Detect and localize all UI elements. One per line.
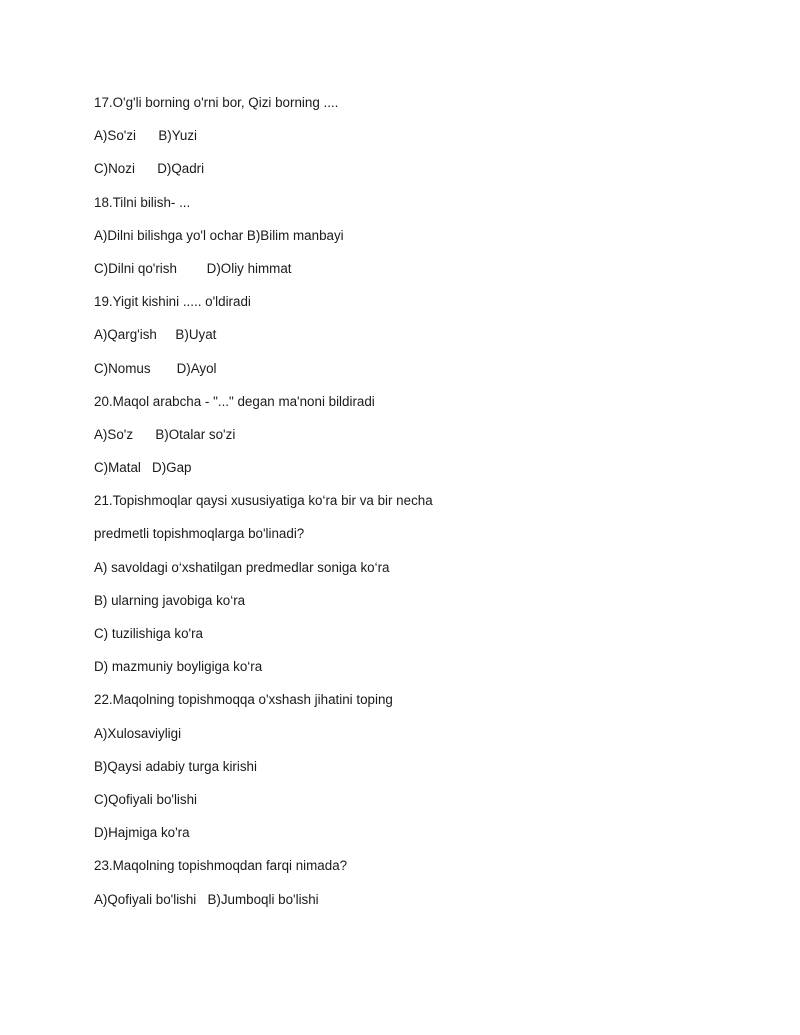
answer-line: B)Qaysi adabiy turga kirishi xyxy=(94,758,257,774)
answer-line: C)Nomus D)Ayol xyxy=(94,360,217,376)
question-list xyxy=(94,93,754,923)
answer-line: B) ularning javobiga ko‘ra xyxy=(94,592,246,608)
question-21: 21.Topishmoqlar qaysi xususiyatiga ko‘ra bir va bir necha xyxy=(94,493,433,509)
answer-line: C)Dilni qo'rish D)Oliy himmat xyxy=(94,260,292,276)
answer-line: C) tuzilishiga ko'ra xyxy=(94,626,203,641)
answer-line: D)Hajmiga ko'ra xyxy=(94,825,190,841)
question-18: 18.Tilni bilish- ... xyxy=(94,194,191,210)
answer-line: A)Qarg'ish B)Uyat xyxy=(94,327,217,343)
question-19: 19.Yigit kishini ..... o'ldiradi xyxy=(94,294,251,310)
answer-line: A) savoldagi o‘xshatilgan predmedlar soniga ko‘ra xyxy=(94,559,390,575)
answer-line: A)So'z B)Otalar so'zi xyxy=(94,426,236,442)
answer-line: A)So'zi B)Yuzi xyxy=(94,128,198,144)
answer-line: A)Xulosaviyligi xyxy=(94,725,182,741)
question-20: 20.Maqol arabcha - "..." degan ma'noni bildiradi xyxy=(94,393,375,409)
answer-line: C)Qofiyali bo'lishi xyxy=(94,791,198,807)
answer-line: D) mazmuniy boyligiga ko‘ra xyxy=(94,659,263,675)
answer-line: C)Nozi D)Qadri xyxy=(94,161,205,177)
question-22: 22.Maqolning topishmoqqa o'xshash jihatini toping xyxy=(94,692,393,708)
answer-line: A)Dilni bilishga yo'l ochar B)Bilim manbayi xyxy=(94,227,344,243)
question-23: 23.Maqolning topishmoqdan farqi nimada? xyxy=(94,858,348,874)
question-17: 17.O'g'li borning o'rni bor, Qizi borning .... xyxy=(94,95,339,110)
answer-line: A)Qofiyali bo'lishi B)Jumboqli bo'lishi xyxy=(94,891,319,907)
question-21-continued: predmetli topishmoqlarga bo'linadi? xyxy=(94,526,305,542)
answer-line: C)Matal D)Gap xyxy=(94,460,192,476)
